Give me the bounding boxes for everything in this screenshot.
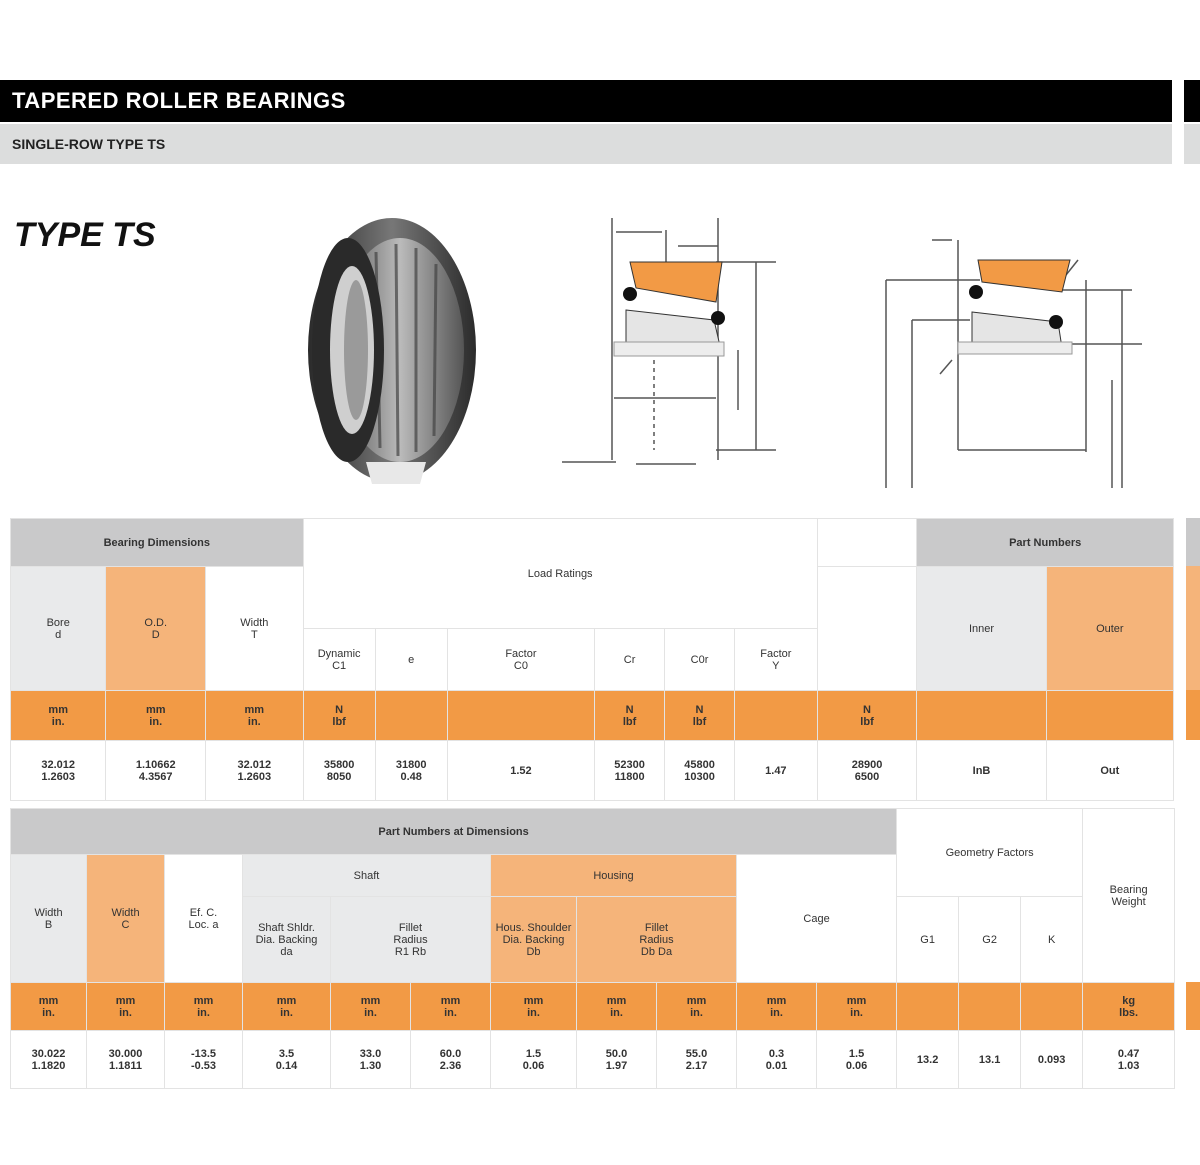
unit-cell: mm in.	[331, 983, 411, 1031]
unit-cell: mm in.	[165, 983, 243, 1031]
cell-c0r: 45800 10300	[665, 741, 735, 801]
page-subtitle-bar	[0, 124, 1172, 164]
unit-cell: mm in.	[737, 983, 817, 1031]
unit-cell	[735, 691, 818, 741]
unit-cell	[1046, 691, 1173, 741]
units-row	[11, 983, 1175, 1031]
unit-cell: mm in.	[11, 691, 106, 741]
unit-cell	[959, 983, 1021, 1031]
group-housing: Housing	[491, 855, 737, 897]
cell-cr: 52300 11800	[595, 741, 665, 801]
cell-bore: 32.012 1.2603	[11, 741, 106, 801]
group-dimensions: Bearing Dimensions	[11, 519, 304, 567]
col-k: K	[1021, 897, 1083, 983]
col-factor-y: Factor Y	[735, 629, 818, 691]
col-od: O.D. D	[106, 567, 206, 691]
cell-cage-a1: 0.3 0.01	[737, 1031, 817, 1089]
unit-cell: N lbf	[595, 691, 665, 741]
table-edge	[1186, 566, 1200, 690]
cell-g2: 13.1	[959, 1031, 1021, 1089]
col-g2: G2	[959, 897, 1021, 983]
cell-width: 32.012 1.2603	[206, 741, 304, 801]
bearing-dimensions-table	[10, 518, 1174, 801]
title-bar-edge	[1184, 80, 1200, 122]
spacer-cell	[817, 519, 917, 567]
table-edge	[1186, 690, 1200, 740]
unit-cell: mm in.	[206, 691, 304, 741]
spacer-cell	[817, 567, 917, 691]
group-shaft: Shaft	[243, 855, 491, 897]
col-dynamic: Dynamic C1	[303, 629, 375, 691]
col-e: e	[375, 629, 447, 691]
cell-housing-dia: 1.5 0.06	[491, 1031, 577, 1089]
col-housing-dia: Hous. Shoulder Dia. Backing Db	[491, 897, 577, 983]
cell-shaft-r2: 60.0 2.36	[411, 1031, 491, 1089]
table-row	[11, 1031, 1175, 1089]
cell-factor-y: 1.47	[735, 741, 818, 801]
group-cage: Cage	[737, 855, 897, 983]
mounting-dimensions-table	[10, 808, 1175, 1089]
unit-cell	[375, 691, 447, 741]
cell-od: 1.10662 4.3567	[106, 741, 206, 801]
cell-dynamic: 35800 8050	[303, 741, 375, 801]
unit-cell	[917, 691, 1046, 741]
group-part-numbers: Part Numbers	[917, 519, 1174, 567]
cell-k: 0.093	[1021, 1031, 1083, 1089]
unit-cell: mm in.	[87, 983, 165, 1031]
page-title: TAPERED ROLLER BEARINGS	[12, 88, 346, 113]
group-load-ratings: Load Ratings	[303, 519, 817, 629]
unit-cell: mm in.	[243, 983, 331, 1031]
cell-width-c: 30.000 1.1811	[87, 1031, 165, 1089]
col-housing-radius: Fillet Radius Db Da	[577, 897, 737, 983]
unit-cell: mm in.	[817, 983, 897, 1031]
page-title-bar	[0, 80, 1172, 122]
tapered-roller-bearing-image	[296, 212, 476, 492]
unit-cell: N lbf	[665, 691, 735, 741]
unit-cell	[897, 983, 959, 1031]
col-g1: G1	[897, 897, 959, 983]
unit-cell: mm in.	[411, 983, 491, 1031]
col-outer: Outer	[1046, 567, 1173, 691]
bearing-cross-section-diagram	[556, 210, 786, 480]
col-bearing-weight: Bearing Weight	[1083, 809, 1175, 983]
group-geometry: Geometry Factors	[897, 809, 1083, 897]
subtitle-bar-edge	[1184, 124, 1200, 164]
unit-cell: N lbf	[303, 691, 375, 741]
cell-g1: 13.2	[897, 1031, 959, 1089]
unit-cell: mm in.	[491, 983, 577, 1031]
col-width-c: Width C	[87, 855, 165, 983]
group-mounting: Part Numbers at Dimensions	[11, 809, 897, 855]
unit-cell	[447, 691, 594, 741]
cell-housing-r2: 55.0 2.17	[657, 1031, 737, 1089]
col-width-b: Width B	[11, 855, 87, 983]
cell-shaft-dia: 3.5 0.14	[243, 1031, 331, 1089]
cell-weight: 0.47 1.03	[1083, 1031, 1175, 1089]
col-factor: Factor C0	[447, 629, 594, 691]
units-row	[11, 691, 1174, 741]
unit-cell: kg lbs.	[1083, 983, 1175, 1031]
mounting-dimensions-diagram	[872, 230, 1200, 492]
cell-shaft-r1: 33.0 1.30	[331, 1031, 411, 1089]
cell-factor: 1.52	[447, 741, 594, 801]
table-edge	[1186, 518, 1200, 566]
cell-e: 31800 0.48	[375, 741, 447, 801]
col-shaft-dia: Shaft Shldr. Dia. Backing da	[243, 897, 331, 983]
cell-cage-a2: 1.5 0.06	[817, 1031, 897, 1089]
col-bore: Bore d	[11, 567, 106, 691]
cell-inner: InB	[917, 741, 1046, 801]
cell-cone: -13.5 -0.53	[165, 1031, 243, 1089]
col-c0r: C0r	[665, 629, 735, 691]
col-width: Width T	[206, 567, 304, 691]
unit-cell	[1021, 983, 1083, 1031]
table-row	[11, 741, 1174, 801]
col-inner: Inner	[917, 567, 1046, 691]
unit-cell: mm in.	[11, 983, 87, 1031]
type-label: TYPE TS	[14, 216, 156, 254]
col-cone: Ef. C. Loc. a	[165, 855, 243, 983]
cell-housing-r1: 50.0 1.97	[577, 1031, 657, 1089]
unit-cell: mm in.	[657, 983, 737, 1031]
cell-width-b: 30.022 1.1820	[11, 1031, 87, 1089]
table-edge	[1186, 982, 1200, 1030]
cell-outer: Out	[1046, 741, 1173, 801]
unit-cell: N lbf	[817, 691, 917, 741]
col-cr: Cr	[595, 629, 665, 691]
col-shaft-radius: Fillet Radius R1 Rb	[331, 897, 491, 983]
unit-cell: mm in.	[577, 983, 657, 1031]
page-subtitle: SINGLE-ROW TYPE TS	[12, 136, 166, 152]
cell-static: 28900 6500	[817, 741, 917, 801]
unit-cell: mm in.	[106, 691, 206, 741]
